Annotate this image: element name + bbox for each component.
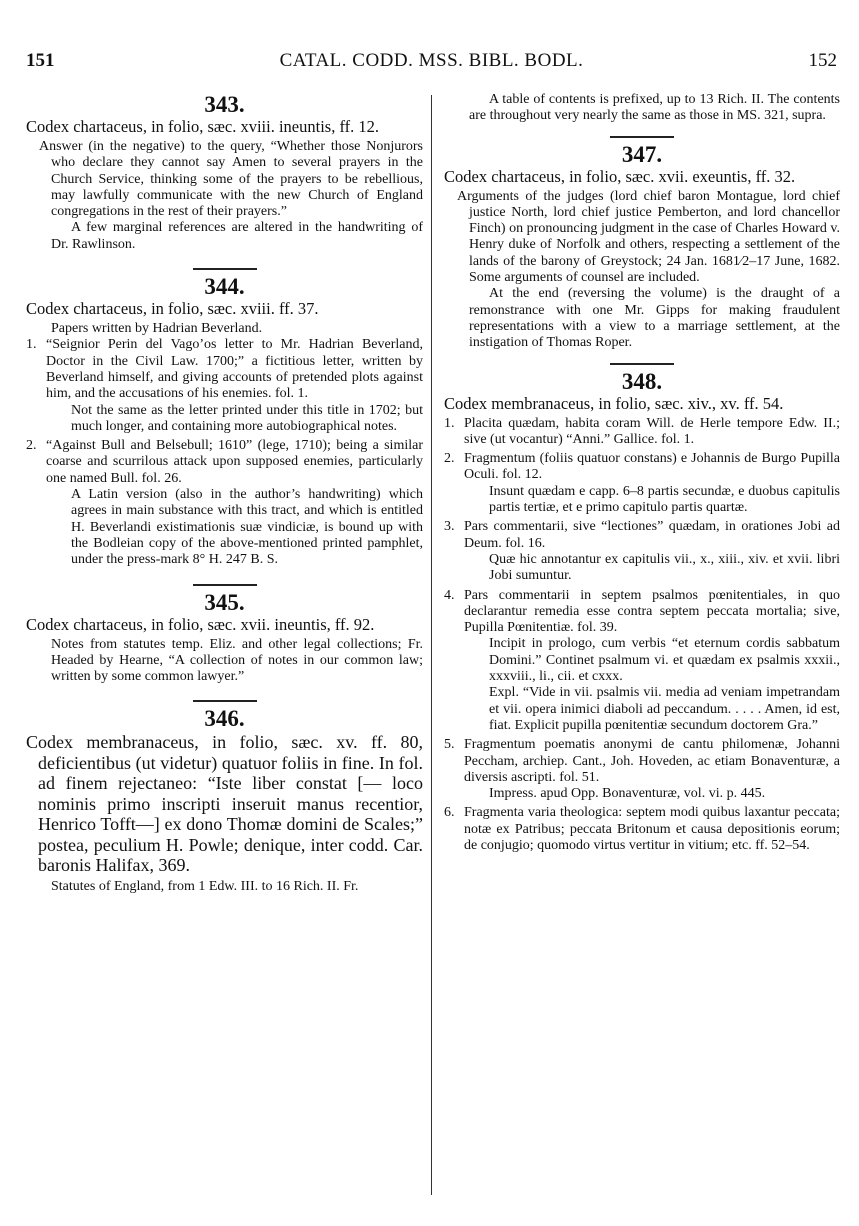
item-note: Insunt quædam e capp. 6–8 partis secundæ, e duobus capitulis partis tertiæ, et e primo capitulo partis quartæ. bbox=[489, 483, 840, 516]
running-title: CATAL. CODD. MSS. BIBL. BODL. bbox=[279, 50, 584, 71]
item-number: 1. bbox=[26, 337, 37, 353]
item-text: Fragmentum (foliis quatuor constans) e Johannis de Burgo Pupilla Oculi. fol. 12. bbox=[464, 451, 840, 483]
item-text: Placita quædam, habita coram Will. de Herle tempore Edw. II.; sive (ut vocantur) “Anni.” Gallice. fol. 1. bbox=[464, 415, 840, 447]
entry-heading: Codex chartaceus, in folio, sæc. xviii. ff. 37. bbox=[26, 299, 319, 319]
item-number: 1. bbox=[444, 415, 455, 431]
section-rule bbox=[193, 268, 257, 270]
list-item bbox=[444, 519, 840, 552]
entry-description: Statutes of England, from 1 Edw. III. to 16 Rich. II. Fr. bbox=[51, 878, 359, 894]
item-note: Not the same as the letter printed under this title in 1702; but much longer, and containing more autobiographical notes. bbox=[71, 402, 423, 434]
section-rule bbox=[610, 136, 674, 138]
item-note: Quæ hic annotantur ex capitulis vii., x., xiii., xiv. et xvii. libri Jobi sumuntur. bbox=[489, 551, 840, 584]
page-number-right: 152 bbox=[808, 50, 837, 71]
entry-346-continuation: A table of contents is prefixed, up to 13 Rich. II. The contents are throughout very nearly the same as those in MS. 321, supra. bbox=[469, 92, 840, 124]
item-text: Pars commentarii in septem psalmos pœnitentiales, in quo declarantur remedia esse contra septem peccata mortalia; sive, Pupilla Pœnitentiæ. fol. 39. bbox=[464, 587, 840, 636]
entry-344 bbox=[26, 274, 423, 568]
entry-heading: Codex membranaceus, in folio, sæc. xv. ff. 80, deficientibus (ut videtur) quatuor foliis in fine. In fol. ad finem rejectaneo: “Iste liber constat [— loco nominis primo inscripti inseruit manus recentior, Henrico Tofft—] ex dono Thomæ domini de Scales;” postea, peculium H. Powle; denique, inter codd. Car. baronis Halifax, 369. bbox=[26, 732, 423, 876]
item-note: Expl. “Vide in vii. psalmis vii. media ad veniam impetrandam et vii. opera inimici diaboli ad peccandum. . . . . Amen, id est, fiat. Explicit pupilla pœnitentiæ secundum doctorem Gra.” bbox=[489, 685, 840, 733]
item-number: 2. bbox=[444, 451, 455, 467]
entry-heading: Codex chartaceus, in folio, sæc. xvii. ineuntis, ff. 92. bbox=[26, 614, 375, 634]
item-number: 4. bbox=[444, 587, 455, 603]
entry-number: 345. bbox=[204, 589, 245, 615]
entry-description: Arguments of the judges (lord chief baron Montague, lord chief justice North, lord chief justice Pemberton, and lord chancellor Finch) on pronouncing judgment in the case of Charles Howard v. Henry duke of Norfolk and others, respecting a settlement of the lands of the barony of Greystock; 24 Jan. 1681⁄2–17 June, 1682. Some arguments of counsel are included. bbox=[457, 188, 840, 286]
column-divider bbox=[431, 95, 432, 1195]
item-note: Impress. apud Opp. Bonaventuræ, vol. vi. p. 445. bbox=[489, 786, 766, 802]
entry-description: Notes from statutes temp. Eliz. and other legal collections; Fr. Headed by Hearne, “A collection of notes in our common law; written by some common lawyer.” bbox=[51, 636, 423, 685]
entry-intro: Papers written by Hadrian Beverland. bbox=[51, 321, 263, 337]
entry-346 bbox=[26, 706, 423, 895]
item-number: 5. bbox=[444, 737, 455, 753]
right-column bbox=[444, 92, 840, 854]
item-number: 2. bbox=[26, 438, 37, 454]
left-column bbox=[26, 92, 423, 895]
list-item bbox=[26, 438, 423, 487]
item-number: 6. bbox=[444, 805, 455, 821]
entry-345 bbox=[26, 590, 423, 686]
list-item bbox=[444, 588, 840, 637]
entry-number: 344. bbox=[204, 274, 245, 300]
list-item bbox=[26, 337, 423, 402]
entry-note: A few marginal references are altered in the handwriting of Dr. Rawlinson. bbox=[51, 220, 423, 252]
entry-note: At the end (reversing the volume) is the draught of a remonstrance with one Mr. Gipps for making fraudulent representations with a view to a marriage settlement, at the instigation of Thomas Roper. bbox=[469, 286, 840, 351]
item-note: Incipit in prologo, cum verbis “et eternum cordis sabbatum Domini.” Continet psalmum vi. et quædam ex psalmis xxxii., xxxviii., li., cii. et cxxx. bbox=[489, 636, 840, 685]
list-item bbox=[444, 451, 840, 484]
entry-heading: Codex chartaceus, in folio, sæc. xviii. ineuntis, ff. 12. bbox=[26, 117, 380, 136]
item-text: “Against Bull and Belsebull; 1610” (lege, 1710); being a similar coarse and scurrilous attack upon supposed enemies, particularly one named Bull. fol. 26. bbox=[46, 438, 423, 486]
item-note: A Latin version (also in the author’s handwriting) which agrees in main substance with this tract, and which is entitled H. Beverlandi existimationis suæ vindiciæ, is bound up with the Bodleian copy of the above-mentioned printed pamphlet, under the press-mark 8° H. 247 B. S. bbox=[71, 487, 423, 568]
section-rule bbox=[610, 363, 674, 365]
entry-description: Answer (in the negative) to the query, “Whether those Nonjurors who declare they cannot say Amen to several prayers in the Church Service, thinking some of the prayers to be rebellious, may lawfully communicate with the new Church of England congregations in the rest of their prayers.” bbox=[39, 139, 423, 220]
list-item bbox=[444, 737, 840, 786]
section-rule bbox=[193, 584, 257, 586]
entry-343 bbox=[26, 92, 423, 253]
entry-348 bbox=[444, 369, 840, 855]
entry-number: 343. bbox=[204, 92, 245, 117]
item-text: Fragmenta varia theologica: septem modi quibus laxantur peccata; notæ ex Patribus; peccata Britonum et causa depositionis eorum; de conjugio; quomodo virtus vertitur in vitium; etc. ff. 52–54. bbox=[464, 805, 840, 853]
section-rule bbox=[193, 700, 257, 702]
list-item bbox=[444, 416, 840, 449]
item-text: Fragmentum poematis anonymi de cantu philomenæ, Johanni Peccham, archiep. Cant., Joh. Hoveden, ac etiam Bonaventuræ, a diversis ascripti. fol. 51. bbox=[464, 737, 840, 785]
entry-number: 347. bbox=[621, 141, 663, 167]
entry-347 bbox=[444, 142, 840, 352]
item-text: Pars commentarii, sive “lectiones” quædam, in orationes Jobi ad Deum. fol. 16. bbox=[464, 519, 840, 551]
list-item bbox=[444, 805, 840, 854]
entry-heading: Codex membranaceus, in folio, sæc. xiv., xv. ff. 54. bbox=[444, 393, 784, 413]
page-number-left: 151 bbox=[26, 50, 55, 71]
entry-number: 346. bbox=[204, 706, 245, 732]
item-number: 3. bbox=[444, 519, 455, 535]
entry-number: 348. bbox=[621, 368, 663, 394]
running-head bbox=[26, 50, 837, 76]
item-text: “Seignior Perin del Vago’os letter to Mr. Hadrian Beverland, Doctor in the Civil Law. 1700;” a fictitious letter, written by Beverland himself, and giving accounts of pretended plots against him, and the accusations of his enemies. fol. 1. bbox=[46, 337, 423, 402]
entry-heading: Codex chartaceus, in folio, sæc. xvii. exeuntis, ff. 32. bbox=[444, 166, 796, 186]
